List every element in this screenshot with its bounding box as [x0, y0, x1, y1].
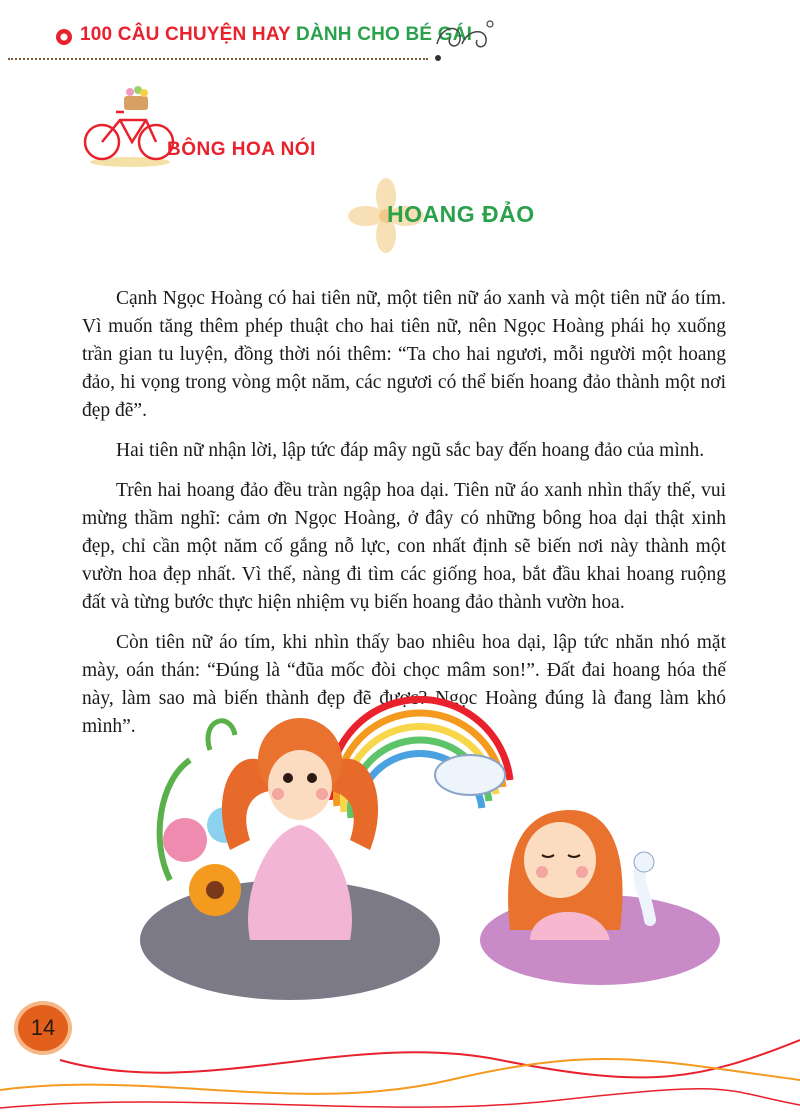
fairies-illustration — [130, 690, 730, 1020]
bullet-icon — [56, 29, 72, 45]
story-paragraph: Hai tiên nữ nhận lời, lập tức đáp mây ngũ sắc bay đến hoang đảo của mình. — [116, 440, 705, 461]
series-title-part1: 100 CÂU CHUYỆN HAY — [80, 24, 291, 45]
wave-ornament-icon — [0, 1020, 800, 1116]
story-paragraph: Trên hai hoang đảo đều tràn ngập hoa dại. Tiên nữ áo xanh nhìn thấy thế, vui mừng thầm nghĩ: cảm ơn Ngọc Hoàng, ở đây có những bông hoa dại thật xinh đẹp, chỉ cần một năm cố gắng nỗ lực, con nhất định sẽ biến nơi này thành một vườn hoa đẹp nhất. Vì thế, nàng đi tìm các giống hoa, bắt đầu khai hoang ruộng đất và từng bước thực hiện nhiệm vụ biến hoang đảo thành vườn hoa. — [82, 480, 726, 613]
bicycle-icon — [80, 82, 180, 172]
story-body — [82, 285, 726, 753]
story-paragraph: Còn tiên nữ áo tím, khi nhìn thấy bao nhiêu hoa dại, lập tức nhăn nhó mặt mày, oán thán: “Đúng là “đũa mốc đòi chọc mâm son!”. Đất đai hoang hóa thế này, làm sao mà biến thành đẹp đẽ được? Ngọc Hoàng đúng là đang làm khó mình”. — [82, 632, 726, 737]
section-label: BÔNG HOA NÓI — [167, 139, 316, 160]
story-paragraph: Cạnh Ngọc Hoàng có hai tiên nữ, một tiên nữ áo xanh và một tiên nữ áo tím. Vì muốn tăng thêm phép thuật cho hai tiên nữ, nên Ngọc Hoàng phái họ xuống trần gian tu luyện, đồng thời nói thêm: “Ta cho hai ngươi, mỗi người một hoang đảo, hi vọng trong vòng một năm, các ngươi có thể biến hoang đảo thành một nơi đẹp đẽ”. — [82, 288, 726, 421]
page-number-badge — [18, 1005, 68, 1051]
page-number: 14 — [30, 1015, 56, 1040]
swirl-ornament-icon — [432, 14, 502, 64]
series-title — [80, 24, 472, 46]
story-title: HOANG ĐẢO — [387, 201, 535, 227]
series-title-part2: DÀNH CHO BÉ GÁI — [296, 24, 473, 45]
header-dotted-divider — [8, 58, 428, 60]
